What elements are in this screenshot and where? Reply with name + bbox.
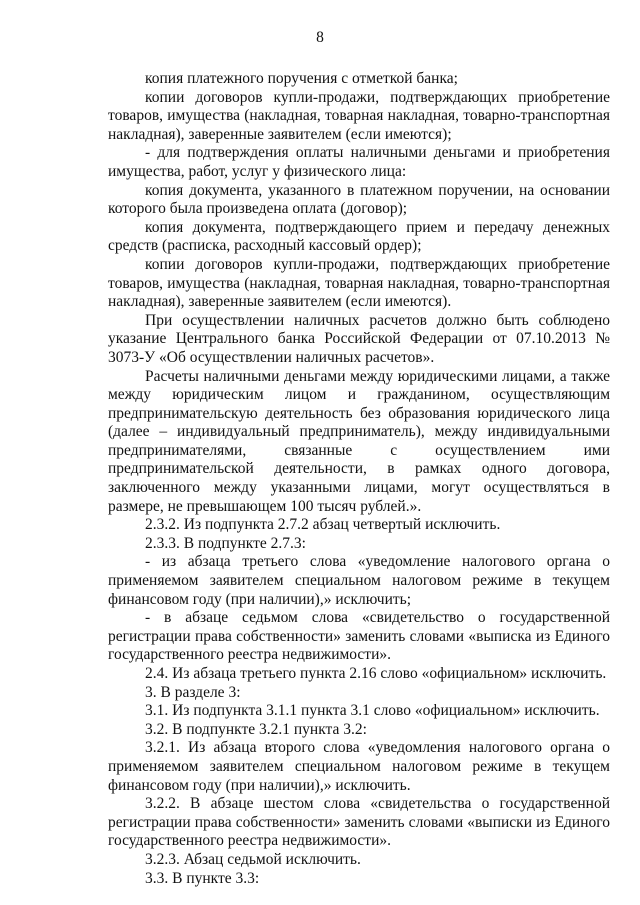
document-body <box>108 70 610 888</box>
paragraph: 2.3.2. Из подпункта 2.7.2 абзац четвертый исключить. <box>145 516 501 534</box>
paragraph: 2.4. Из абзаца третьего пункта 2.16 слово «официальном» исключить. <box>145 665 607 682</box>
paragraph: копия платежного поручения с отметкой банка; <box>145 70 458 87</box>
paragraph: 3.2.3. Абзац седьмой исключить. <box>145 850 361 868</box>
paragraph: 3.1. Из подпункта 3.1.1 пункта 3.1 слово «официальном» исключить. <box>145 702 600 720</box>
paragraph: копии договоров купли-продажи, подтверждающих приобретение товаров, имущества (накладная, товарная накладная, товарно-транспортная накладная), заверенные заявителем (если имеются); <box>108 88 610 143</box>
paragraph: 3.2.2. В абзаце шестом слова «свидетельства о государственной регистрации права собственности» заменить словами «выписки из Единого государственного реестра недвижимости». <box>108 795 610 850</box>
paragraph: 3.3. В пункте 3.3: <box>145 869 260 887</box>
paragraph: - в абзаце седьмом слова «свидетельство о государственной регистрации права собственности» заменить словами «выписка из Единого государственного реестра недвижимости». <box>108 609 610 664</box>
paragraph: 3. В разделе 3: <box>145 683 241 701</box>
paragraph: 2.3.3. В подпункте 2.7.3: <box>145 534 306 552</box>
paragraph: - из абзаца третьего слова «уведомление налогового органа о применяемом заявителем специальном налоговом режиме в текущем финансовом году (при наличии),» исключить; <box>108 553 610 608</box>
page-number: 8 <box>316 29 324 46</box>
paragraph: При осуществлении наличных расчетов должно быть соблюдено указание Центрального банка Российской Федерации от 07.10.2013 № 3073-У «Об осуществлении наличных расчетов». <box>108 311 610 366</box>
paragraph: 3.2.1. Из абзаца второго слова «уведомления налогового органа о применяемом заявителем специальном налоговом режиме в текущем финансовом году (при наличии),» исключить. <box>108 739 610 794</box>
paragraph: 3.2. В подпункте 3.2.1 пункта 3.2: <box>145 720 367 738</box>
paragraph: копии договоров купли-продажи, подтверждающих приобретение товаров, имущества (накладная, товарная накладная, товарно-транспортная накладная), заверенные заявителем (если имеются). <box>108 255 610 311</box>
paragraph: копия документа, указанного в платежном поручении, на основании которого была произведена оплата (договор); <box>108 181 610 218</box>
paragraph: - для подтверждения оплаты наличными деньгами и приобретения имущества, работ, услуг у физического лица: <box>108 144 610 180</box>
paragraph: копия документа, подтверждающего прием и передачу денежных средств (расписка, расходный кассовый ордер); <box>108 218 610 255</box>
paragraph: Расчеты наличными деньгами между юридическими лицами, а также между юридическим лицом и гражданином, осуществляющим предпринимательскую деятельность без образования юридического лица (далее – индивидуальный предприниматель), между индивидуальными предпринимателями, связанные с осуществлением ими предпринимательской деятельности, в рамках одного договора, заключенного между указанными лицами, могут осуществляться в размере, не превышающем 100 тысяч рублей.». <box>108 367 610 515</box>
